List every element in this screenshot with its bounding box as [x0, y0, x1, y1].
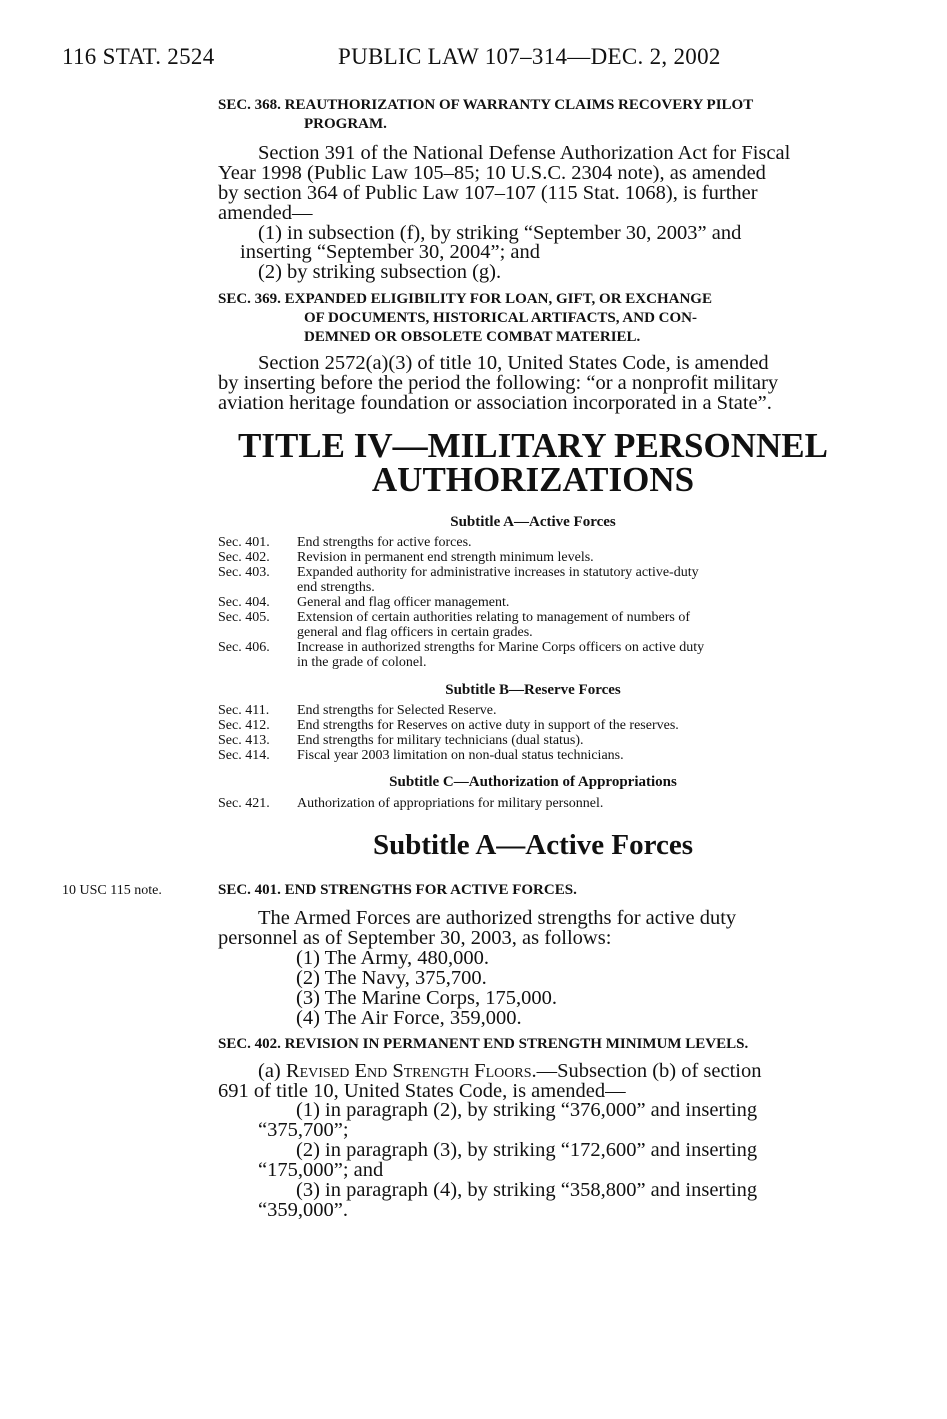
sec-368-heading-line: PROGRAM. — [304, 116, 387, 132]
toc-entry — [218, 535, 848, 550]
toc-entry-number: Sec. 401. — [218, 535, 270, 550]
sec-368-text-line: amended— — [218, 202, 313, 224]
toc-entry-number: Sec. 405. — [218, 610, 270, 625]
sec-402-heading: SEC. 402. REVISION IN PERMANENT END STRENGTH MINIMUM LEVELS. — [218, 1036, 749, 1052]
sec-369-text-line: Section 2572(a)(3) of title 10, United States Code, is amended — [258, 352, 769, 374]
toc-entry-number: Sec. 412. — [218, 718, 270, 733]
sec-369-heading-line: DEMNED OR OBSOLETE COMBAT MATERIEL. — [304, 329, 641, 345]
toc-entry-number: Sec. 413. — [218, 733, 270, 748]
title-iv-heading: TITLE IV—MILITARY PERSONNEL — [238, 426, 828, 465]
sec-369-heading — [218, 290, 712, 347]
toc-entry-title-cont: in the grade of colonel. — [297, 655, 427, 670]
sec-402-item-2-cont: “175,000”; and — [258, 1159, 384, 1181]
toc-entry — [218, 718, 848, 733]
page-number-header: 116 STAT. 2524 — [62, 44, 215, 69]
toc-entry-title: Fiscal year 2003 limitation on non-dual status technicians. — [297, 748, 624, 763]
sec-368-text-line: by section 364 of Public Law 107–107 (115 Stat. 1068), is further — [218, 182, 758, 204]
toc-entry-title: Extension of certain authorities relating to management of numbers of — [297, 610, 691, 625]
sec-368-item-2: (2) by striking subsection (g). — [258, 261, 502, 283]
sec-402-item-1: (1) in paragraph (2), by striking “376,000” and inserting — [296, 1099, 758, 1121]
sec-368-heading — [218, 96, 753, 134]
sec-401-text-line: personnel as of September 30, 2003, as follows: — [218, 927, 612, 949]
toc-entry — [218, 796, 848, 811]
sec-368-item-1-cont: inserting “September 30, 2004”; and — [240, 241, 541, 263]
sec-369-heading-line: SEC. 369. EXPANDED ELIGIBILITY FOR LOAN, GIFT, OR EXCHANGE — [218, 291, 712, 307]
toc-entry-number: Sec. 414. — [218, 748, 270, 763]
toc-entry — [218, 748, 848, 763]
sec-402-item-3-cont: “359,000”. — [258, 1199, 348, 1221]
sec-368-text-line: Year 1998 (Public Law 105–85; 10 U.S.C. 2304 note), as amended — [218, 162, 766, 184]
toc-entry-title: End strengths for active forces. — [297, 535, 472, 550]
sec-368-heading-line: SEC. 368. REAUTHORIZATION OF WARRANTY CLAIMS RECOVERY PILOT — [218, 97, 754, 113]
sec-368-item-1: (1) in subsection (f), by striking “September 30, 2003” and — [258, 222, 742, 244]
sec-402-item-2: (2) in paragraph (3), by striking “172,600” and inserting — [296, 1139, 758, 1161]
sec-401-text-line: The Armed Forces are authorized strengths for active duty — [258, 907, 737, 929]
sec-401-item: (4) The Air Force, 359,000. — [296, 1007, 522, 1029]
sec-402-item-3: (3) in paragraph (4), by striking “358,800” and inserting — [296, 1179, 758, 1201]
toc-list-b — [218, 703, 848, 763]
sec-401-heading: SEC. 401. END STRENGTHS FOR ACTIVE FORCES. — [218, 882, 577, 898]
sec-369-text-line: by inserting before the period the following: “or a nonprofit military — [218, 372, 779, 394]
toc-entry-title-cont: general and flag officers in certain grades. — [297, 625, 533, 640]
sec-369-heading-line: OF DOCUMENTS, HISTORICAL ARTIFACTS, AND CON- — [304, 310, 698, 326]
margin-note: 10 USC 115 note. — [62, 883, 162, 898]
sec-402-text-line: 691 of title 10, United States Code, is amended— — [218, 1080, 626, 1102]
toc-entry — [218, 595, 848, 610]
toc-entry-title-cont: end strengths. — [297, 580, 375, 595]
toc-entry — [218, 565, 848, 595]
sec-402-subsection-a — [258, 1061, 762, 1081]
toc-entry — [218, 640, 848, 670]
toc-entry-number: Sec. 421. — [218, 796, 270, 811]
sec-401-item: (3) The Marine Corps, 175,000. — [296, 987, 557, 1009]
toc-entry-title: Authorization of appropriations for military personnel. — [297, 796, 604, 811]
toc-entry-title: End strengths for Reserves on active duty in support of the reserves. — [297, 718, 679, 733]
toc-entry-title: End strengths for military technicians (dual status). — [297, 733, 584, 748]
toc-entry-title: Revision in permanent end strength minimum levels. — [297, 550, 594, 565]
toc-entry — [218, 610, 848, 640]
toc-subtitle-b: Subtitle B—Reserve Forces — [445, 682, 621, 698]
toc-entry-number: Sec. 411. — [218, 703, 270, 718]
running-header-title: PUBLIC LAW 107–314—DEC. 2, 2002 — [338, 44, 721, 69]
sec-402-a-rest: .—Subsection (b) of section — [531, 1060, 762, 1082]
toc-entry-title: Increase in authorized strengths for Marine Corps officers on active duty — [297, 640, 705, 655]
toc-list-c — [218, 796, 848, 811]
sec-368-text-line: Section 391 of the National Defense Authorization Act for Fiscal — [258, 142, 791, 164]
sec-369-text-line: aviation heritage foundation or association incorporated in a State”. — [218, 392, 772, 414]
toc-entry-title: Expanded authority for administrative increases in statutory active-duty — [297, 565, 699, 580]
sec-402-item-1-cont: “375,700”; — [258, 1119, 349, 1141]
toc-entry — [218, 703, 848, 718]
toc-entry-number: Sec. 406. — [218, 640, 270, 655]
sec-401-item: (2) The Navy, 375,700. — [296, 967, 487, 989]
sec-401-item: (1) The Army, 480,000. — [296, 947, 490, 969]
toc-entry-title: End strengths for Selected Reserve. — [297, 703, 497, 718]
toc-entry-number: Sec. 403. — [218, 565, 270, 580]
title-iv-heading-cont: AUTHORIZATIONS — [371, 460, 695, 499]
toc-list-a — [218, 535, 848, 670]
toc-entry — [218, 550, 848, 565]
toc-subtitle-a: Subtitle A—Active Forces — [450, 514, 616, 530]
sec-402-a-caption: Revised End Strength Floors — [285, 1060, 532, 1082]
subtitle-a-heading: Subtitle A—Active Forces — [372, 829, 694, 861]
sec-402-a-prefix: (a) — [258, 1060, 286, 1082]
toc-entry-title: General and flag officer management. — [297, 595, 510, 610]
toc-entry-number: Sec. 404. — [218, 595, 270, 610]
toc-subtitle-c: Subtitle C—Authorization of Appropriations — [389, 774, 677, 790]
toc-entry-number: Sec. 402. — [218, 550, 270, 565]
toc-entry — [218, 733, 848, 748]
